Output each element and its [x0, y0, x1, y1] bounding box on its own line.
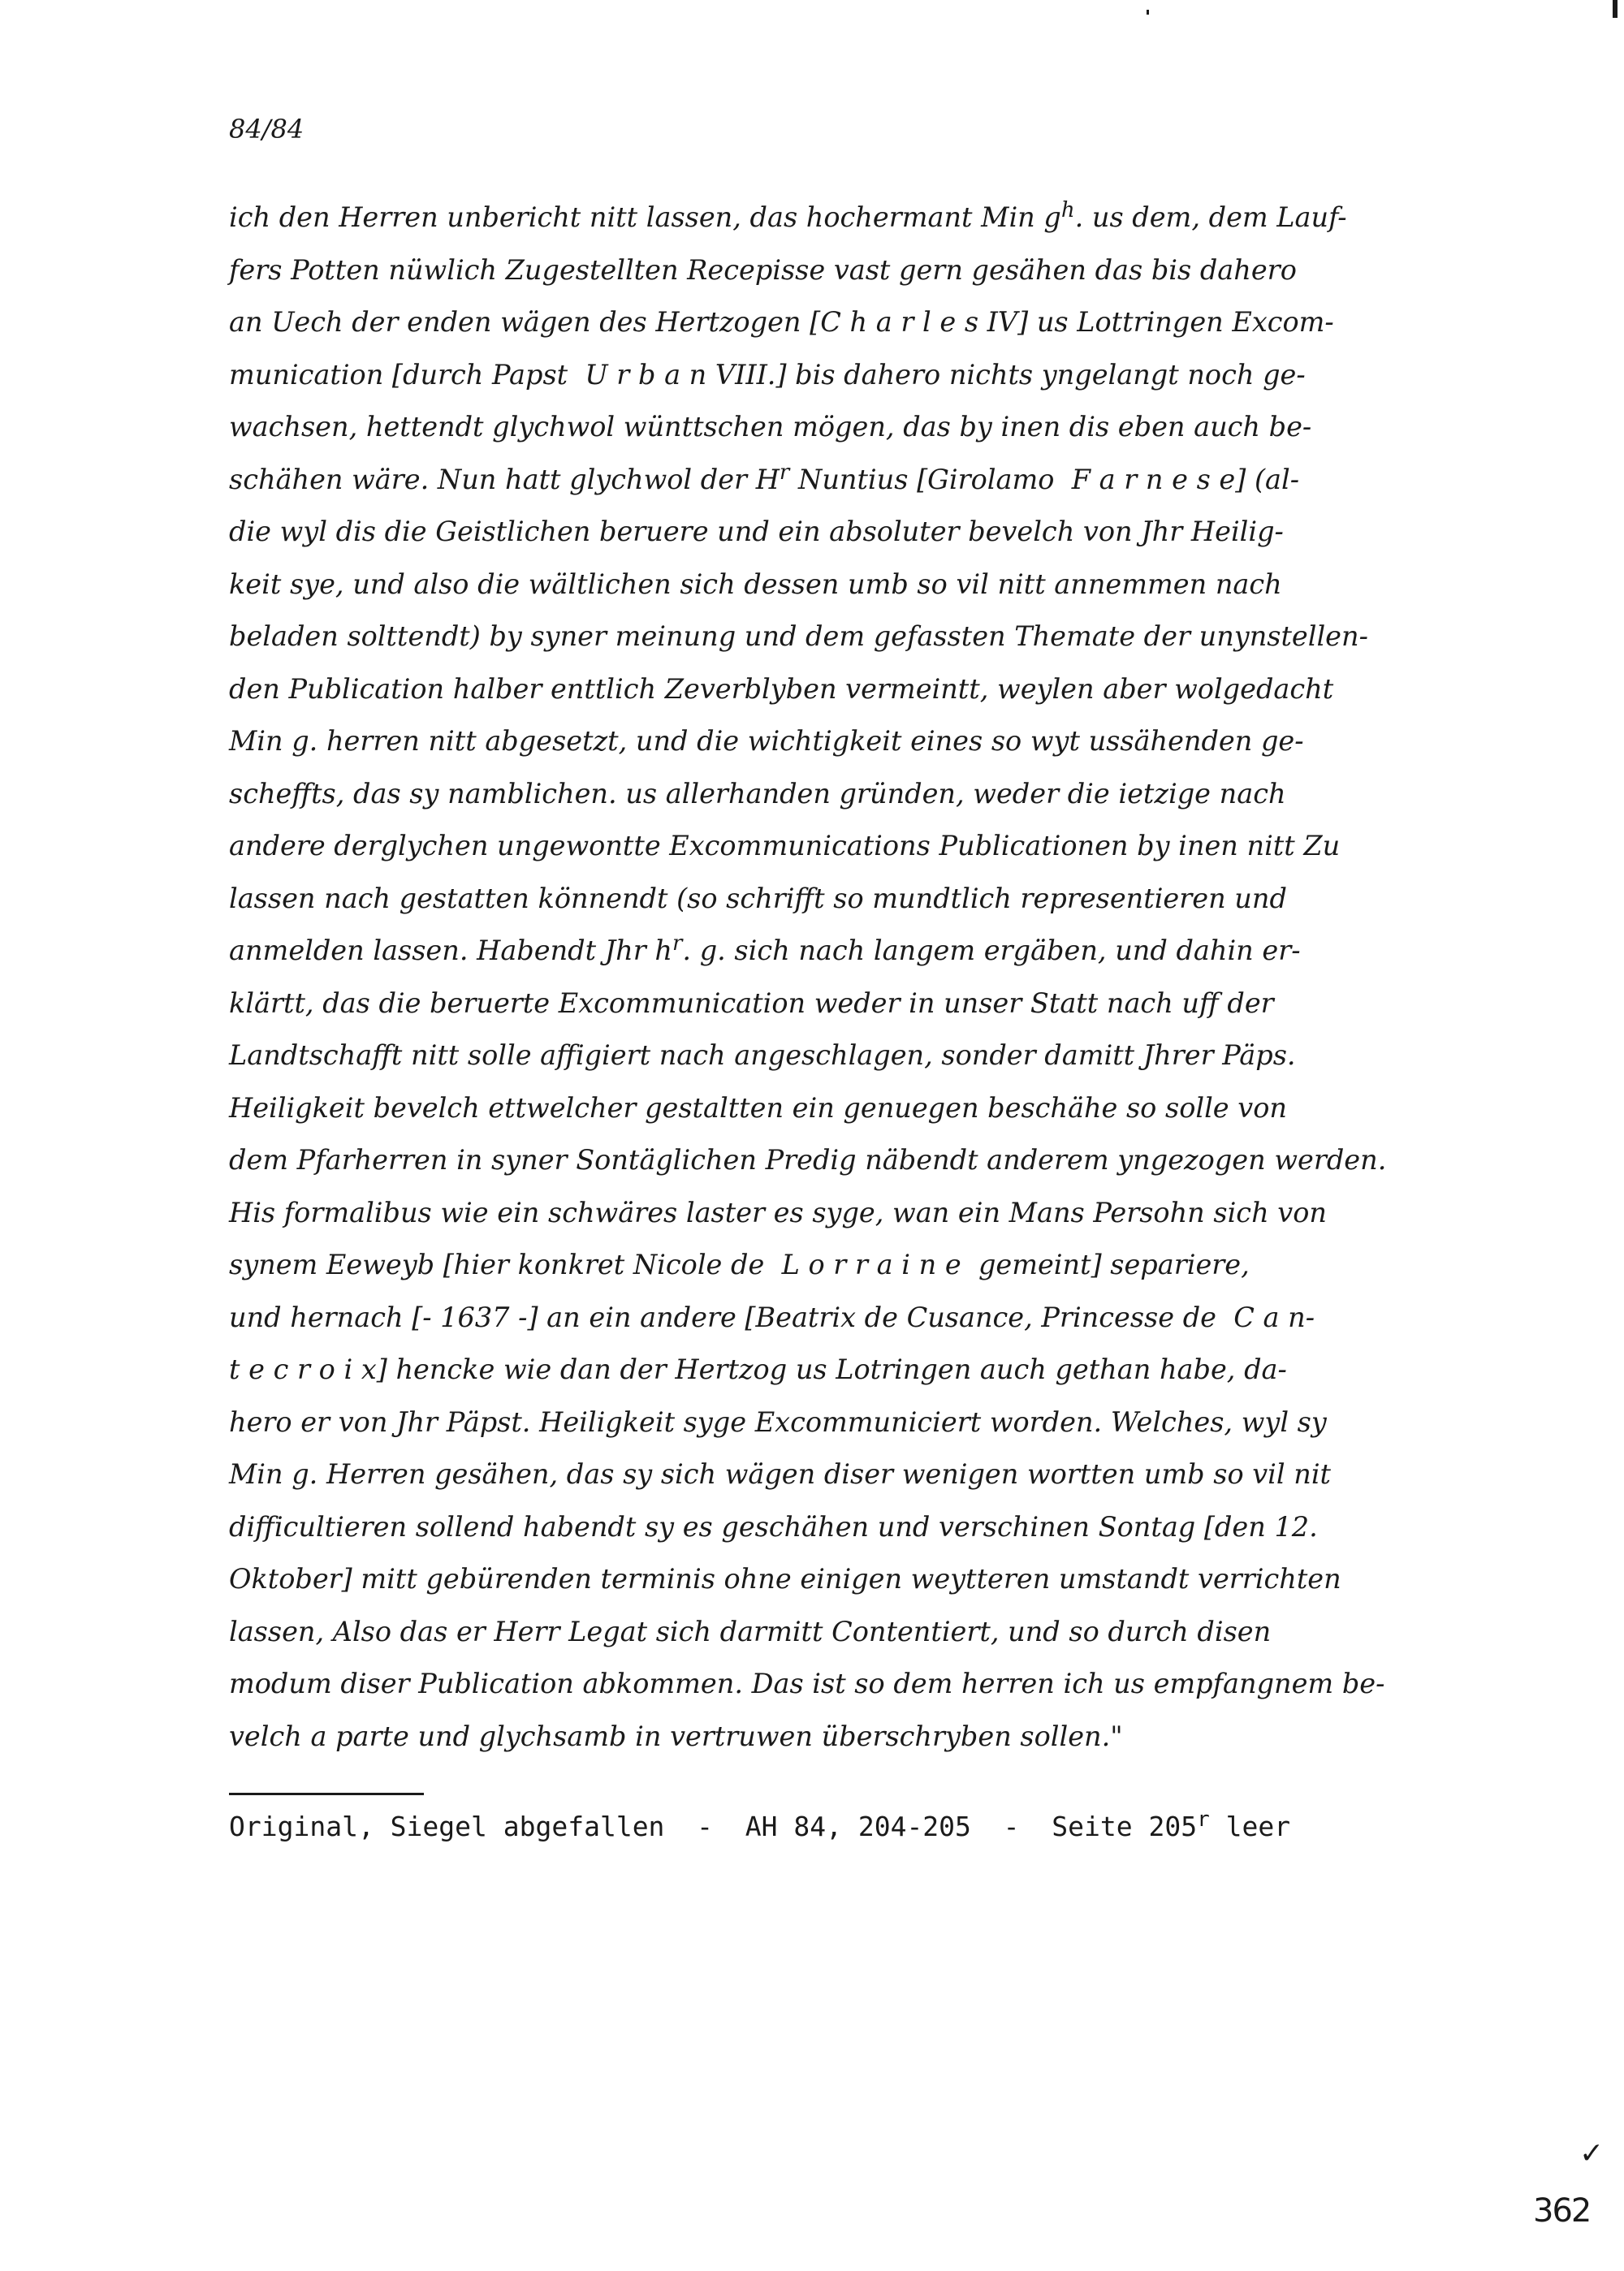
text-line	[229, 296, 1512, 349]
text-line	[229, 978, 1512, 1030]
text-line	[229, 820, 1512, 873]
text-line	[229, 1501, 1512, 1554]
footnote-separator	[229, 1793, 424, 1795]
text-line	[229, 1606, 1512, 1659]
text-line	[229, 663, 1512, 716]
source-note-superscript: r	[1197, 1807, 1210, 1832]
text-line-main: die wyl dis die Geistlichen beruere und ein absoluter bevelch von Jhr Heilig-	[229, 516, 1284, 547]
text-line	[229, 454, 1512, 507]
text-line	[229, 925, 1512, 978]
handwritten-archive-number: 362	[1533, 2192, 1591, 2230]
text-line	[229, 1397, 1512, 1449]
text-line-superscript: r	[672, 930, 683, 956]
text-line-main: difficultieren sollend habendt sy es geschähen und verschinen Sontag [den 12.	[229, 1510, 1318, 1543]
text-line-main: ich den Herren unbericht nitt lassen, das hochermant Min g	[229, 201, 1061, 233]
handwritten-check-mark: ✓	[1579, 2137, 1605, 2170]
text-line-main: Min g. Herren gesähen, das sy sich wägen diser wenigen wortten umb so vil nit	[229, 1458, 1332, 1490]
right-edge-bar	[1613, 0, 1618, 18]
text-line-tail: Nuntius [Girolamo F a r n e s e] (al-	[789, 463, 1300, 495]
text-line-main: keit sye, und also die wältlichen sich dessen umb so vil nitt annemmen nach	[229, 568, 1282, 600]
text-line-main: His formalibus wie ein schwäres laster es syge, wan ein Mans Persohn sich von	[229, 1196, 1327, 1228]
text-line-main: hero er von Jhr Päpst. Heiligkeit syge Excommuniciert worden. Welches, wyl sy	[229, 1405, 1327, 1438]
text-line-main: dem Pfarherren in syner Sontäglichen Predig näbendt anderem yngezogen werden.	[229, 1144, 1387, 1176]
text-line	[229, 1134, 1512, 1187]
text-line-main: scheffts, das sy namblichen. us allerhanden gründen, weder die ietzige nach	[229, 777, 1286, 810]
text-line	[229, 349, 1512, 402]
text-line-tail: . g. sich nach langem ergäben, und dahin er-	[682, 935, 1301, 966]
text-line	[229, 559, 1512, 611]
text-line	[229, 1658, 1512, 1711]
text-line-main: und hernach [- 1637 -] an ein andere [Beatrix de Cusance, Princesse de C a n-	[229, 1301, 1315, 1333]
text-line-main: synem Eeweyb [hier konkret Nicole de L o r r a i n e gemeint] separiere,	[229, 1249, 1250, 1280]
text-line-main: Landtschafft nitt solle affigiert nach angeschlagen, sonder damitt Jhrer Päps.	[229, 1039, 1296, 1071]
text-line-main: schähen wäre. Nun hatt glychwol der H	[229, 463, 780, 495]
text-line-superscript: h	[1060, 197, 1075, 222]
text-line	[229, 1553, 1512, 1606]
text-line-main: t e c r o i x] hencke wie dan der Hertzog us Lotringen auch gethan habe, da-	[229, 1354, 1287, 1385]
letter-transcription	[229, 192, 1512, 1763]
text-line	[229, 1187, 1512, 1240]
page-number: 84/84	[229, 114, 304, 145]
text-line-main: beladen solttendt) by syner meinung und dem gefassten Themate der unynstellen-	[229, 620, 1368, 652]
text-line-main: lassen nach gestatten könnendt (so schrifft so mundtlich representieren und	[229, 882, 1287, 914]
text-line-main: andere derglychen ungewontte Excommunications Publicationen by inen nitt Zu	[229, 830, 1341, 861]
source-note-tail: leer	[1209, 1811, 1291, 1842]
text-line-main: den Publication halber enttlich Zeverblyben vermeintt, weylen aber wolgedacht	[229, 672, 1334, 705]
text-line	[229, 1082, 1512, 1135]
text-line	[229, 506, 1512, 559]
text-line	[229, 192, 1512, 244]
top-edge-tick	[1147, 10, 1149, 15]
text-line	[229, 768, 1512, 821]
text-line	[229, 715, 1512, 768]
source-note	[229, 1807, 1291, 1842]
text-line	[229, 1239, 1512, 1292]
text-line	[229, 1711, 1512, 1764]
text-line	[229, 244, 1512, 297]
text-line-superscript: r	[779, 460, 790, 485]
text-line-main: munication [durch Papst U r b a n VIII.] bis dahero nichts yngelangt noch ge-	[229, 358, 1306, 391]
text-line-main: Oktober] mitt gebürenden terminis ohne einigen weytteren umstandt verrichten	[229, 1563, 1341, 1595]
source-note-main: Original, Siegel abgefallen - AH 84, 204-205 - Seite 205	[229, 1811, 1198, 1842]
text-line-main: modum diser Publication abkommen. Das ist so dem herren ich us empfangnem be-	[229, 1668, 1385, 1699]
text-line-main: anmelden lassen. Habendt Jhr h	[229, 935, 672, 966]
text-line-main: lassen, Also das er Herr Legat sich darmitt Contentiert, und so durch disen	[229, 1615, 1272, 1647]
text-line	[229, 1449, 1512, 1501]
text-line-main: fers Potten nüwlich Zugestellten Recepisse vast gern gesähen das bis dahero	[229, 253, 1297, 286]
text-line	[229, 1030, 1512, 1082]
text-line-main: wachsen, hettendt glychwol wünttschen mögen, das by inen dis eben auch be-	[229, 411, 1312, 443]
text-line	[229, 1344, 1512, 1397]
text-line-main: velch a parte und glychsamb in vertruwen überschryben sollen."	[229, 1720, 1123, 1752]
text-line-main: klärtt, das die beruerte Excommunication weder in unser Statt nach uff der	[229, 987, 1274, 1019]
text-line	[229, 611, 1512, 663]
text-line	[229, 401, 1512, 454]
text-line	[229, 873, 1512, 926]
text-line-tail: . us dem, dem Lauf-	[1074, 201, 1347, 233]
text-line-main: an Uech der enden wägen des Hertzogen [C h a r l e s IV] us Lottringen Excom-	[229, 306, 1334, 338]
text-line	[229, 1292, 1512, 1345]
text-line-main: Heiligkeit bevelch ettwelcher gestaltten ein genuegen beschähe so solle von	[229, 1091, 1287, 1124]
text-line-main: Min g. herren nitt abgesetzt, und die wichtigkeit eines so wyt ussähenden ge-	[229, 725, 1304, 757]
